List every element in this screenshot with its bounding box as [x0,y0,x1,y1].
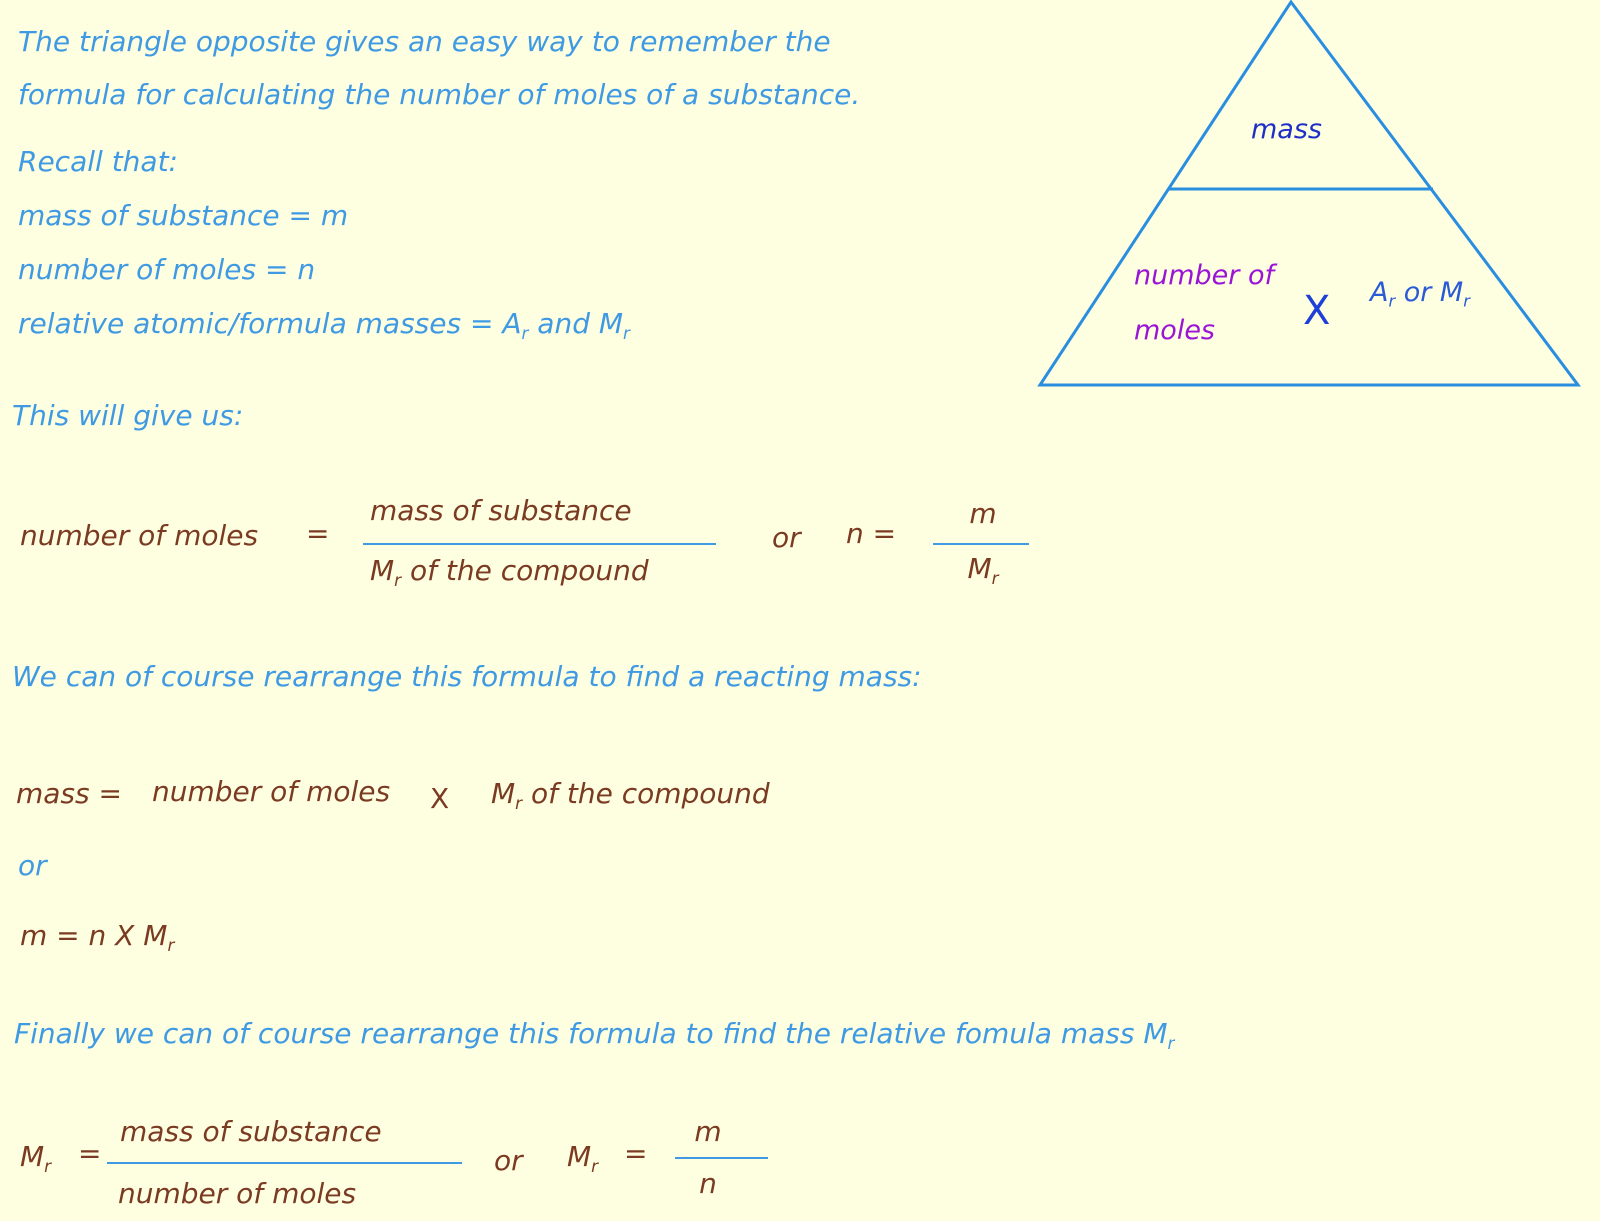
triangle-multiply-sign: X [1303,288,1331,334]
finally-text: Finally we can of course rearrange this formula to find the relative fomula mass $M_r$ [14,1017,1175,1053]
formula1-equals: = [306,517,330,550]
triangle-left-label-1: number of [1134,260,1274,291]
formula3-fraction-bar [107,1162,462,1164]
mass-definition: mass of substance = m [18,199,349,232]
formula3-equals: = [78,1137,102,1170]
formula3-short-numerator: m [694,1115,722,1148]
formula3-or: or [494,1144,523,1177]
formula1-fraction-bar [363,543,716,545]
intro-line-2: formula for calculating the number of moles of a substance. [18,78,861,111]
moles-definition: number of moles = n [18,253,316,286]
formula3-rhs-equals: = [624,1137,648,1170]
formula3-lhs: $M_r$ [20,1140,52,1176]
formula3-rhs-m: $M_r$ [567,1140,599,1176]
formula1-n-equals: n = [846,517,897,550]
triangle-right-label: $A_r$ or $M_r$ [1370,277,1470,311]
recall-heading: Recall that: [18,145,178,178]
formula1-short-fraction-bar [933,543,1029,545]
formula2-short: m = n X $M_r$ [20,919,175,955]
formula3-denominator: number of moles [118,1177,357,1210]
formula1-short-denominator: $M_r$ [967,552,999,588]
formula2-times: X [430,782,450,815]
formula1-denominator: $M_r$ of the compound [370,554,649,590]
formula2-or: or [18,849,47,882]
intro-line-1: The triangle opposite gives an easy way to remember the [18,25,831,58]
formula2-rhs: $M_r$ of the compound [491,777,770,813]
formula3-numerator: mass of substance [120,1115,382,1148]
formula1-short-numerator: m [969,497,997,530]
triangle-top-label: mass [1251,114,1322,145]
formula2-moles: number of moles [152,775,391,808]
formula3-short-denominator: n [699,1167,717,1200]
rearrange-mass-text: We can of course rearrange this formula to find a reacting mass: [12,660,922,693]
formula1-or: or [772,521,801,554]
formula2-lhs: mass = [16,777,122,810]
formula3-short-fraction-bar [675,1157,768,1159]
formula1-numerator: mass of substance [370,494,632,527]
relative-mass-definition: relative atomic/formula masses = $A_r$ and $M_r$ [18,307,630,343]
triangle-left-label-2: moles [1134,315,1215,346]
formula1-lhs: number of moles [20,519,259,552]
give-us-text: This will give us: [12,399,244,432]
